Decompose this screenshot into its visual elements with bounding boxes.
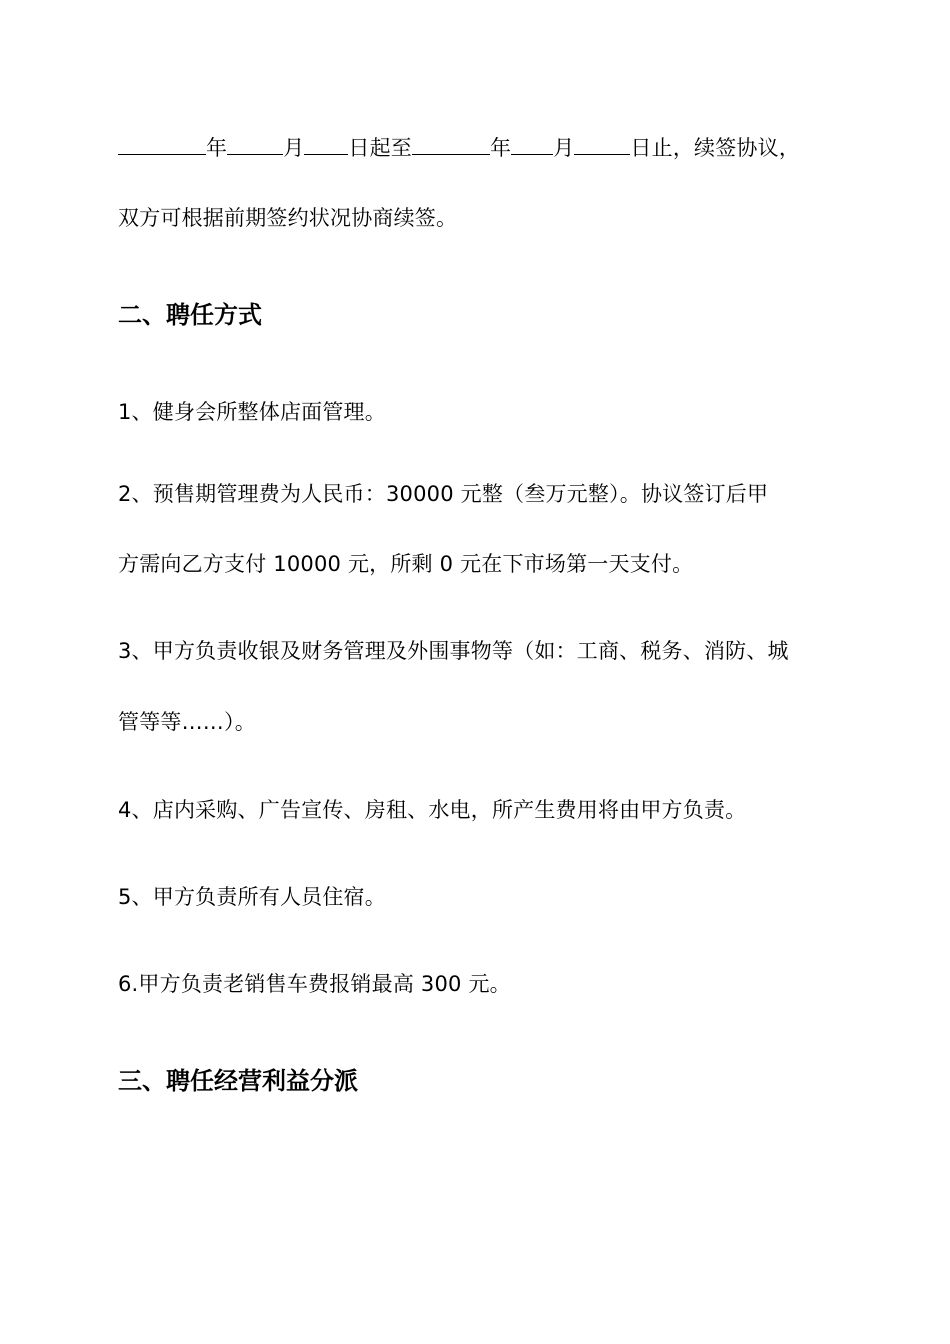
section-heading-3: 三、聘任经营利益分派 — [118, 1067, 358, 1095]
renewal-text: 双方可根据前期签约状况协商续签。 — [118, 206, 458, 230]
item-3-line-1: 3、甲方负责收银及财务管理及外围事物等（如：工商、税务、消防、城 — [118, 639, 789, 663]
text-year: 年 — [206, 136, 228, 160]
text-day-end-renewal: 日止，续签协议， — [630, 136, 801, 160]
item-5: 5、甲方负责所有人员住宿。 — [118, 885, 386, 909]
text-month-end: 月 — [553, 136, 575, 160]
text-year-end: 年 — [490, 136, 512, 160]
item-6: 6.甲方负责老销售车费报销最高 300 元。 — [118, 972, 511, 996]
item-4: 4、店内采购、广告宣传、房租、水电，所产生费用将由甲方负责。 — [118, 798, 747, 822]
section-heading-2: 二、聘任方式 — [118, 301, 262, 329]
item-3-line-2: 管等等……）。 — [118, 710, 256, 734]
text-month: 月 — [283, 136, 305, 160]
blank-end-day — [574, 132, 630, 155]
blank-start-month — [227, 132, 283, 155]
item-2-line-2: 方需向乙方支付 10000 元，所剩 0 元在下市场第一天支付。 — [118, 552, 694, 576]
date-range-line — [118, 132, 800, 163]
blank-start-day — [304, 132, 348, 155]
item-1: 1、健身会所整体店面管理。 — [118, 400, 386, 424]
blank-start-year — [118, 132, 206, 155]
blank-end-month — [511, 132, 553, 155]
item-2-line-1: 2、预售期管理费为人民币：30000 元整（叁万元整）。协议签订后甲 — [118, 482, 769, 506]
text-day-from-to: 日起至 — [348, 136, 413, 160]
blank-end-year — [412, 132, 490, 155]
